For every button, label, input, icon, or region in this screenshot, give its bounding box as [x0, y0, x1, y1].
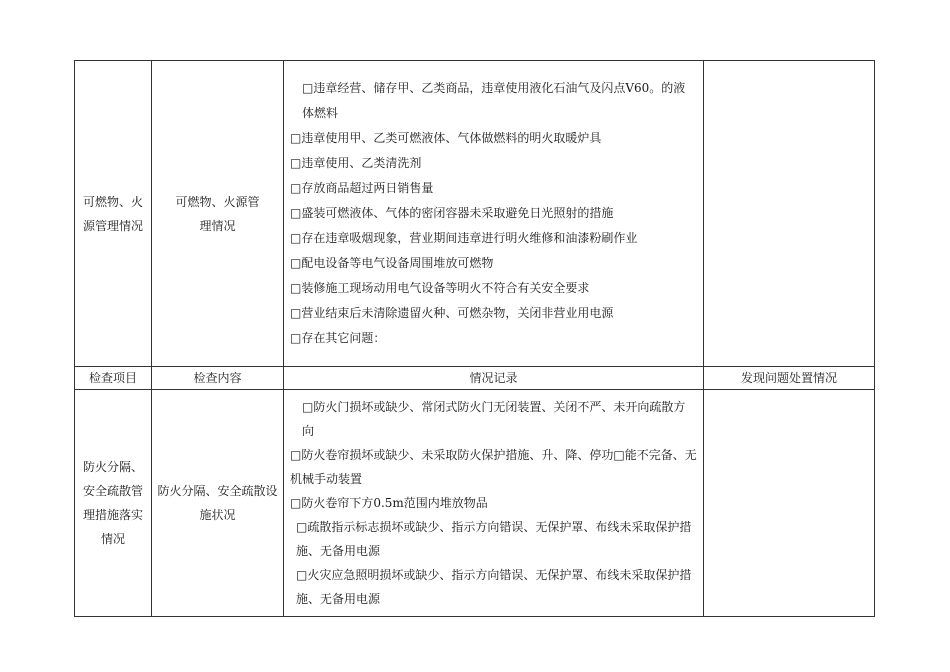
check-item[interactable]: □配电设备等电气设备周围堆放可燃物: [290, 256, 494, 270]
header-item: 检查项目: [75, 367, 152, 390]
check-item[interactable]: □存在违章吸烟现象，营业期间违章进行明火维修和油漆粉刷作业: [290, 231, 638, 245]
check-item[interactable]: □疏散指示标志损坏或缺少、指示方向错误、无保护罩、布线未采取保护措施、无备用电源: [296, 520, 692, 558]
item-label: 可燃物、火源管理情况: [82, 194, 143, 233]
check-item[interactable]: □装修施工现场动用电气设备等明火不符合有关安全要求: [290, 281, 590, 295]
item-cell: [75, 390, 152, 617]
check-item[interactable]: □火灾应急照明损坏或缺少、指示方向错误、无保护罩、布线未采取保护措施、无备用电源: [296, 568, 692, 606]
disposal-cell[interactable]: [704, 390, 875, 617]
check-item[interactable]: □防火门损坏或缺少、常闭式防火门无闭装置、关闭不严、未开向疏散方向: [302, 400, 686, 438]
header-record: 情况记录: [284, 367, 704, 390]
content-cell: [152, 390, 284, 617]
checkbox-icon[interactable]: □: [290, 256, 302, 270]
check-item[interactable]: □盛装可燃液体、气体的密闭容器未采取避免日光照射的措施: [290, 206, 614, 220]
item-cell: [75, 61, 152, 367]
check-item[interactable]: □存在其它问题：: [290, 331, 386, 345]
check-item[interactable]: □违章使用甲、乙类可燃液体、气体做燃料的明火取暖炉具: [290, 131, 602, 145]
content-cell: [152, 61, 284, 367]
check-item[interactable]: □违章使用、乙类清洗剂: [290, 156, 422, 170]
inspection-table: [74, 60, 875, 617]
section-fire-separation: [75, 390, 875, 617]
check-item[interactable]: □防火卷帘损坏或缺少、未采取防火保护措施、升、降、停功□能不完备、无机械手动装置: [290, 448, 697, 486]
record-cell: [284, 390, 704, 617]
checkbox-icon[interactable]: □: [290, 181, 302, 195]
content-label: 可燃物、火源管理情况: [175, 194, 260, 233]
item-label: 防火分隔、安全疏散管理措施落实情况: [82, 460, 143, 546]
checkbox-icon[interactable]: □: [302, 81, 314, 95]
checkbox-icon[interactable]: □: [290, 331, 302, 345]
check-item[interactable]: □防火卷帘下方0.5m范围内堆放物品: [290, 496, 488, 510]
header-content: 检查内容: [152, 367, 284, 390]
section-fire-source: [75, 61, 875, 367]
checkbox-icon[interactable]: □: [290, 281, 302, 295]
checkbox-icon[interactable]: □: [290, 306, 302, 320]
checkbox-icon[interactable]: □: [290, 496, 302, 510]
header-disposal: 发现问题处置情况: [704, 367, 875, 390]
checkbox-icon[interactable]: □: [302, 400, 314, 414]
record-cell: [284, 61, 704, 367]
checkbox-icon[interactable]: □: [290, 448, 302, 462]
checkbox-icon[interactable]: □: [613, 448, 625, 462]
checkbox-icon[interactable]: □: [296, 520, 308, 534]
disposal-cell[interactable]: [704, 61, 875, 367]
content-label: 防火分隔、安全疏散设施状况: [157, 484, 278, 522]
check-item[interactable]: □违章经营、储存甲、乙类商品，违章使用液化石油气及闪点V60。的液体燃料: [302, 81, 686, 120]
checkbox-icon[interactable]: □: [290, 156, 302, 170]
check-item[interactable]: □营业结束后未清除遗留火种、可燃杂物，关闭非营业用电源: [290, 306, 614, 320]
checkbox-icon[interactable]: □: [296, 568, 308, 582]
checkbox-icon[interactable]: □: [290, 231, 302, 245]
checkbox-icon[interactable]: □: [290, 131, 302, 145]
checkbox-icon[interactable]: □: [290, 206, 302, 220]
check-item[interactable]: □存放商品超过两日销售量: [290, 181, 434, 195]
table-header-row: [75, 367, 875, 390]
